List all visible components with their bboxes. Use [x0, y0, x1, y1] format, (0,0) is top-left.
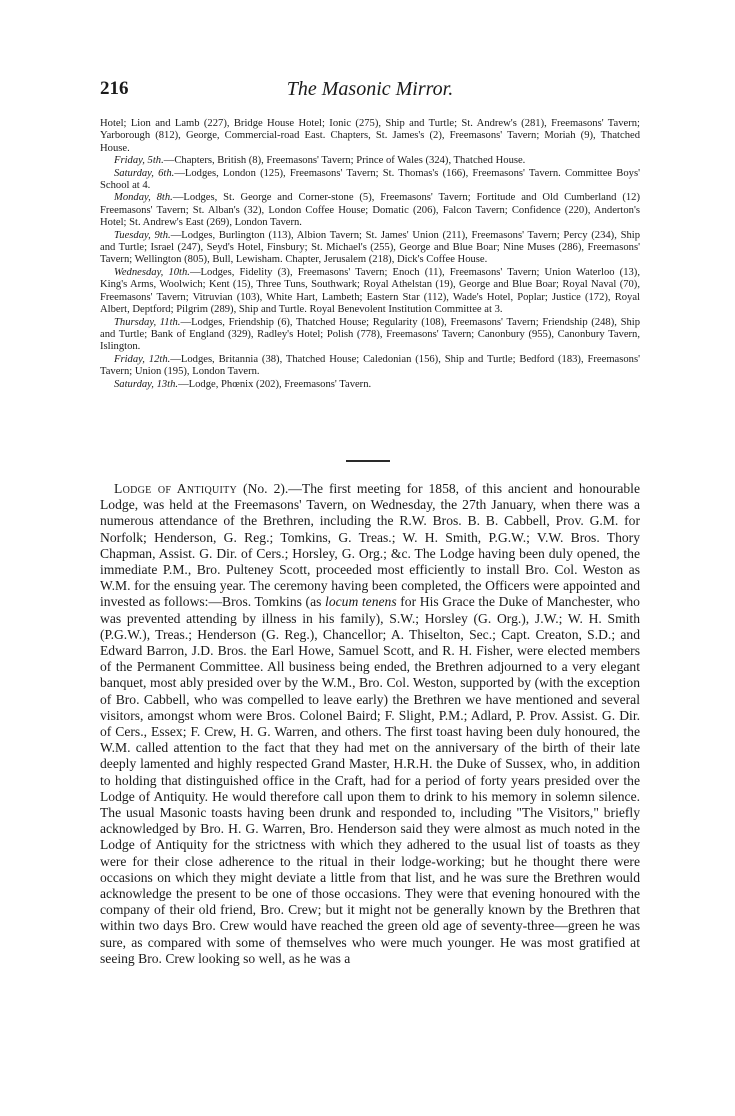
meeting-text: —Lodges, Britannia (38), Thatched House; Caledonian (156), Ship and Turtle; Bedford (183), Freemasons' Tavern; Union (195), London Tavern. [100, 353, 641, 378]
meeting-day: Saturday, 13th. [114, 378, 179, 390]
meeting-text: —Chapters, British (8), Freemasons' Tavern; Prince of Wales (324), Thatched House. [163, 155, 526, 167]
meeting-day: Friday, 5th. [114, 155, 164, 167]
meetings-calendar [100, 118, 640, 391]
meeting-day: Saturday, 6th. [114, 167, 175, 179]
page-number: 216 [100, 78, 129, 99]
meeting-entry-wednesday-10 [100, 267, 640, 317]
meeting-text: —Lodge, Phœnix (202), Freemasons' Tavern. [178, 378, 372, 390]
meeting-entry-monday-8 [100, 192, 640, 229]
meeting-day: Wednesday, 10th. [114, 266, 190, 278]
article-lodge-of-antiquity [100, 481, 640, 967]
meeting-text: —Lodges, London (125), Freemasons' Tavern; St. Thomas's (166), Freemasons' Tavern. Committee Boys' School at 4. [100, 167, 640, 192]
meetings-continued-text: Hotel; Lion and Lamb (227), Bridge House Hotel; Ionic (275), Ship and Turtle; St. Andrew's (281), Freemasons' Tavern; Yarborough (812), George, Commercial-road East. Chapters, St. James's (2), Freemasons' Tavern; Moriah (9), Thatched House. [100, 118, 640, 154]
meeting-entry-tuesday-9 [100, 230, 640, 267]
meeting-entry-friday-12 [100, 354, 640, 379]
locum-tenens: locum tenens [325, 594, 397, 610]
article-lead: Lodge of Antiquity [114, 481, 238, 496]
meeting-entry-thursday-11 [100, 317, 640, 354]
article-text-part-2: for His Grace the Duke of Manchester, who was prevented attending by illness in his family), S.W.; Horsley (G. Org.), J.W.; W. H. Smith (P.G.W.), Treas.; Henderson (G. Reg.), Chancellor; A. Thiselton, Sec.; Capt. Creaton, S.D.; and Edward Barron, J.D. Bros. the Earl Howe, Samuel Scott, and R. H. Fisher, were elected members of the Permanent Committee. All business being ended, the Brethren adjourned to a very elegant banquet, most ably presided over by the W.M., Bro. Col. Weston, supported by (with the exception of Bro. Cabbell, who was compelled to leave early) the Brethren we have mentioned and several visitors, amongst whom were Bros. Colonel Baird; F. Slight, P.M.; Adlard, P. Prov. Assist. G. Dir. of Cers., Essex; F. Crew, H. G. Warren, and others. The first toast having been duly honoured, the W.M. called attention to the fact that they had met on the anniversary of the birth of their late deeply lamented and highly respected Grand Master, H.R.H. the Duke of Sussex, who, in addition to holding that distinguished office in the Craft, had for a period of forty years presided over the Lodge of Antiquity. He would therefore call upon them to drink to his memory in solemn silence. The usual Masonic toasts having been drunk and responded to, including "The Visitors," briefly acknowledged by Bro. H. G. Warren, Bro. Henderson said they were almost as much noted in the Lodge of Antiquity for the strictness with which they adhered to the usual list of toasts as they were for their close adherence to the ritual in their lodge-working; but he thought there were occasions on which they might deviate a little from that list, and he was sure the Brethren would acknowledge the present to be one of those occasions. They were that evening honoured with the company of their old friend, Bro. Crew; but it might not be generally known by the Brethren that within two days Bro. Crew would have reached the green old age of seventy-three—green he was sure, as compared with some of themselves who were much younger. He was most gratified at seeing Bro. Crew looking so well, as he was a [100, 594, 640, 966]
meeting-day: Friday, 12th. [114, 353, 171, 365]
running-title: The Masonic Mirror. [286, 78, 454, 100]
article-paragraph [100, 481, 640, 967]
meeting-text: —Lodges, Friendship (6), Thatched House; Regularity (108), Freemasons' Tavern; Friendship (248), Ship and Turtle; Bank of England (329), Radley's Hotel; Polish (778), Freemasons' Tavern; Canonbury (955), Canonbury Tavern, Islington. [100, 316, 641, 353]
meeting-text: —Lodges, Fidelity (3), Freemasons' Tavern; Enoch (11), Freemasons' Tavern; Union Waterloo (13), King's Arms, Woolwich; Kent (15), Three Tuns, Southwark; Royal Athelstan (19), George and Blue Boar; Royal Naval (70), Freemasons' Tavern; Vitruvian (103), White Hart, Lambeth; Eastern Star (112), Wade's Hotel, Poplar; Justice (172), Royal Albert, Deptford; Pilgrim (289), Ship and Turtle. Royal Benevolent Institution Committee at 3. [100, 266, 640, 316]
meeting-entry-friday-5 [100, 155, 640, 167]
meeting-entry-saturday-6 [100, 168, 640, 193]
page-header [100, 78, 640, 108]
article-text-part-1: (No. 2).—The first meeting for 1858, of this ancient and honourable Lodge, was held at the Freemasons' Tavern, on Wednesday, the 27th January, when there was a numerous attendance of the Brethren, including the R.W. Bros. B. B. Cabbell, Prov. G.M. for Norfolk; Henderson, G. Reg.; Tomkins, G. Treas.; W. H. Smith, P.G.W.; V.W. Bros. Thory Chapman, Assist. G. Dir. of Cers.; Horsley, G. Org.; &c. The Lodge having been duly opened, the immediate P.M., Bro. Pulteney Scott, proceeded most efficiently to install Bro. Col. Weston as W.M. for the ensuing year. The ceremony having been completed, the Officers were appointed and invested as follows:—Bros. Tomkins (as [100, 481, 640, 610]
meeting-day: Monday, 8th. [114, 192, 173, 204]
meeting-entry-saturday-13 [100, 379, 640, 391]
meeting-text: —Lodges, St. George and Corner-stone (5), Freemasons' Tavern; Fortitude and Old Cumberland (12) Freemasons' Tavern; St. Alban's (32), London Coffee House; Domatic (206), Falcon Tavern; Confidence (220), Anderton's Hotel; St. Andrew's East (269), London Tavern. [100, 192, 640, 229]
meeting-day: Thursday, 11th. [114, 316, 181, 328]
meeting-day: Tuesday, 9th. [114, 229, 171, 241]
meeting-text: —Lodges, Burlington (113), Albion Tavern; St. James' Union (211), Freemasons' Tavern; Percy (234), Ship and Turtle; Israel (247), Seyd's Hotel, Finsbury; St. Michael's (255), George and Blue Boar; Nine Muses (286), Freemasons' Tavern; Wellington (805), Bull, Lewisham. Chapter, Jerusalem (218), Dick's Coffee House. [100, 229, 640, 266]
section-divider [346, 460, 390, 462]
